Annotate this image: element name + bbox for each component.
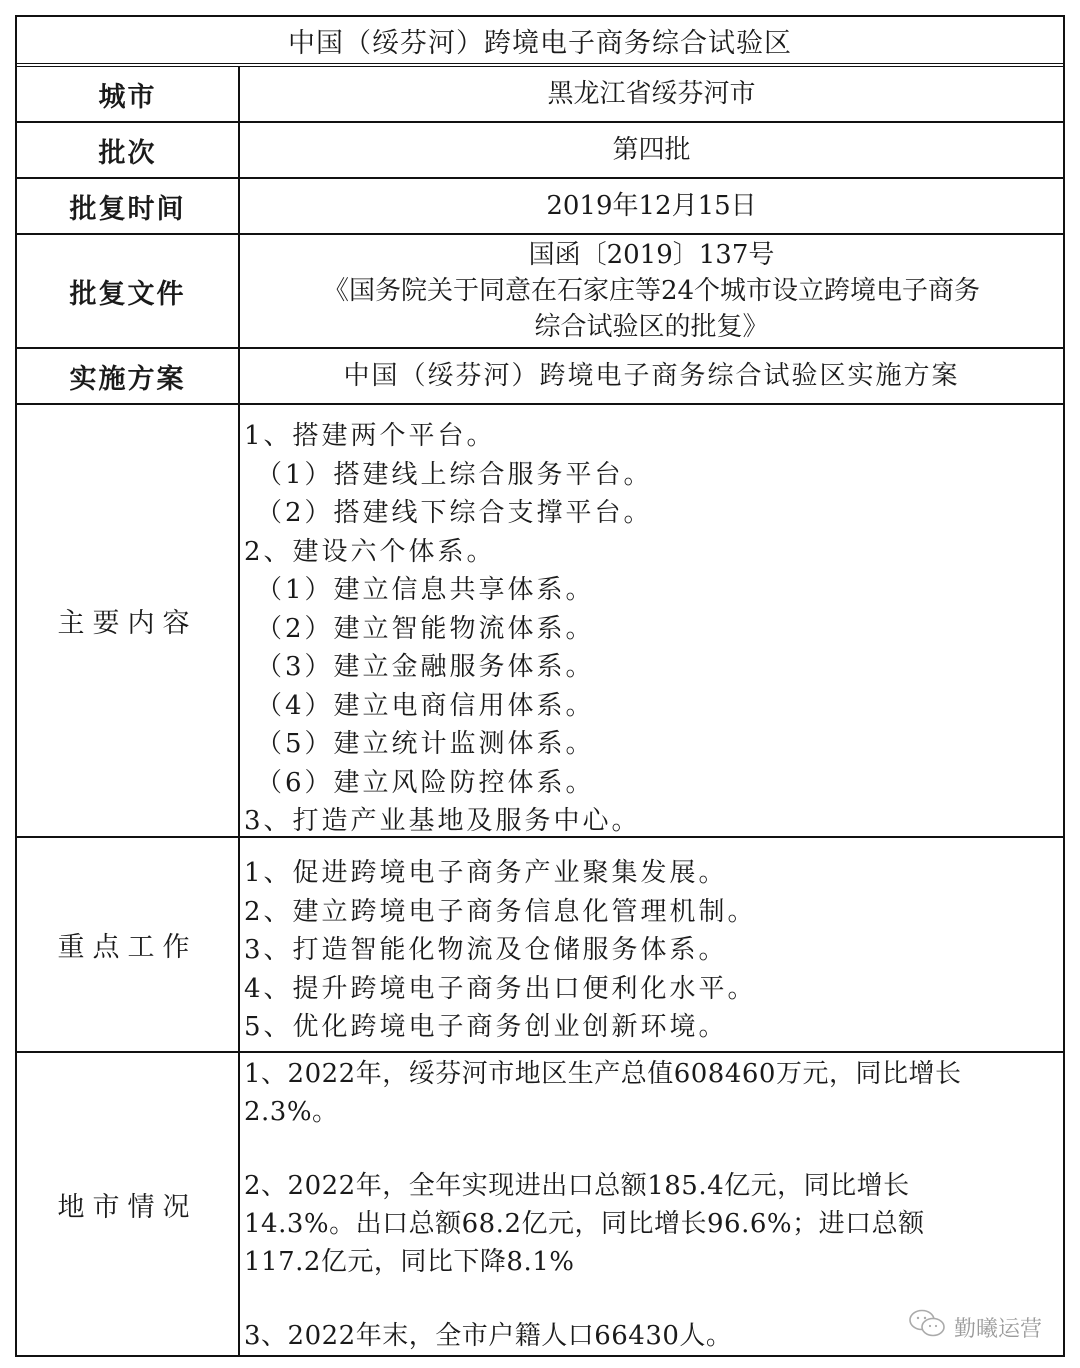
row-city-status bbox=[17, 1053, 1063, 1355]
list-item: 4、提升跨境电子商务出口便利化水平。 bbox=[244, 973, 757, 1004]
label-approval-date: 批复时间 bbox=[17, 179, 240, 233]
row-main-content bbox=[17, 405, 1063, 838]
watermark-text: 勤曦运营 bbox=[953, 1316, 1042, 1342]
status-line: 117.2亿元，同比下降8.1% bbox=[244, 1247, 575, 1277]
watermark bbox=[908, 1308, 1042, 1346]
label-main-content: 主要内容 bbox=[17, 405, 240, 836]
list-item: 3、打造产业基地及服务中心。 bbox=[244, 806, 641, 836]
list-item: 5、优化跨境电子商务创业创新环境。 bbox=[244, 1012, 728, 1042]
value-city: 黑龙江省绥芬河市 bbox=[547, 79, 756, 109]
doc-line: 综合试验区的批复》 bbox=[534, 312, 769, 342]
row-city bbox=[17, 67, 1063, 123]
status-line: 3、2022年末，全市户籍人口66430人。 bbox=[244, 1321, 733, 1351]
list-item: （1）搭建线上综合服务平台。 bbox=[256, 459, 653, 490]
row-batch bbox=[17, 123, 1063, 179]
list-item: 3、打造智能化物流及仓储服务体系。 bbox=[244, 935, 728, 965]
list-item: （5）建立统计监测体系。 bbox=[256, 729, 595, 759]
doc-line: 国函〔2019〕137号 bbox=[528, 240, 775, 270]
doc-line: 《国务院关于同意在石家庄等24个城市设立跨境电子商务 bbox=[322, 276, 981, 306]
value-approval-date: 2019年12月15日 bbox=[546, 191, 757, 221]
status-line: 14.3%。出口总额68.2亿元，同比增长96.6%；进口总额 bbox=[244, 1209, 925, 1239]
list-item: 2、建立跨境电子商务信息化管理机制。 bbox=[244, 896, 757, 927]
list-item: （2）搭建线下综合支撑平台。 bbox=[256, 498, 653, 528]
wechat-icon bbox=[908, 1308, 948, 1346]
row-plan bbox=[17, 349, 1063, 405]
row-approval-doc bbox=[17, 235, 1063, 349]
label-key-work: 重点工作 bbox=[17, 838, 240, 1051]
label-approval-doc: 批复文件 bbox=[17, 235, 240, 347]
list-item: 1、促进跨境电子商务产业聚集发展。 bbox=[244, 858, 728, 888]
label-plan: 实施方案 bbox=[17, 349, 240, 403]
value-plan: 中国（绥芬河）跨境电子商务综合试验区实施方案 bbox=[343, 361, 960, 391]
list-item: 1、搭建两个平台。 bbox=[244, 421, 496, 451]
value-key-work bbox=[240, 838, 1063, 1051]
list-item: （3）建立金融服务体系。 bbox=[256, 652, 595, 682]
label-city: 城市 bbox=[17, 67, 240, 121]
list-item: （4）建立电商信用体系。 bbox=[256, 690, 595, 721]
label-city-status: 地市情况 bbox=[17, 1053, 240, 1355]
status-line: 2、2022年，全年实现进出口总额185.4亿元，同比增长 bbox=[244, 1171, 910, 1201]
row-approval-date bbox=[17, 179, 1063, 235]
info-table bbox=[15, 15, 1065, 1357]
status-line: 2.3%。 bbox=[244, 1097, 339, 1127]
list-item: （2）建立智能物流体系。 bbox=[256, 613, 595, 644]
value-approval-doc bbox=[240, 235, 1063, 347]
list-item: 2、建设六个体系。 bbox=[244, 536, 496, 567]
label-batch: 批次 bbox=[17, 123, 240, 177]
list-item: （6）建立风险防控体系。 bbox=[256, 767, 595, 798]
status-line: 1、2022年，绥芬河市地区生产总值608460万元，同比增长 bbox=[244, 1059, 962, 1089]
list-item: （1）建立信息共享体系。 bbox=[256, 575, 595, 605]
table-title: 中国（绥芬河）跨境电子商务综合试验区 bbox=[17, 17, 1063, 67]
row-key-work bbox=[17, 838, 1063, 1053]
value-batch: 第四批 bbox=[612, 135, 691, 165]
value-main-content bbox=[240, 405, 1063, 836]
